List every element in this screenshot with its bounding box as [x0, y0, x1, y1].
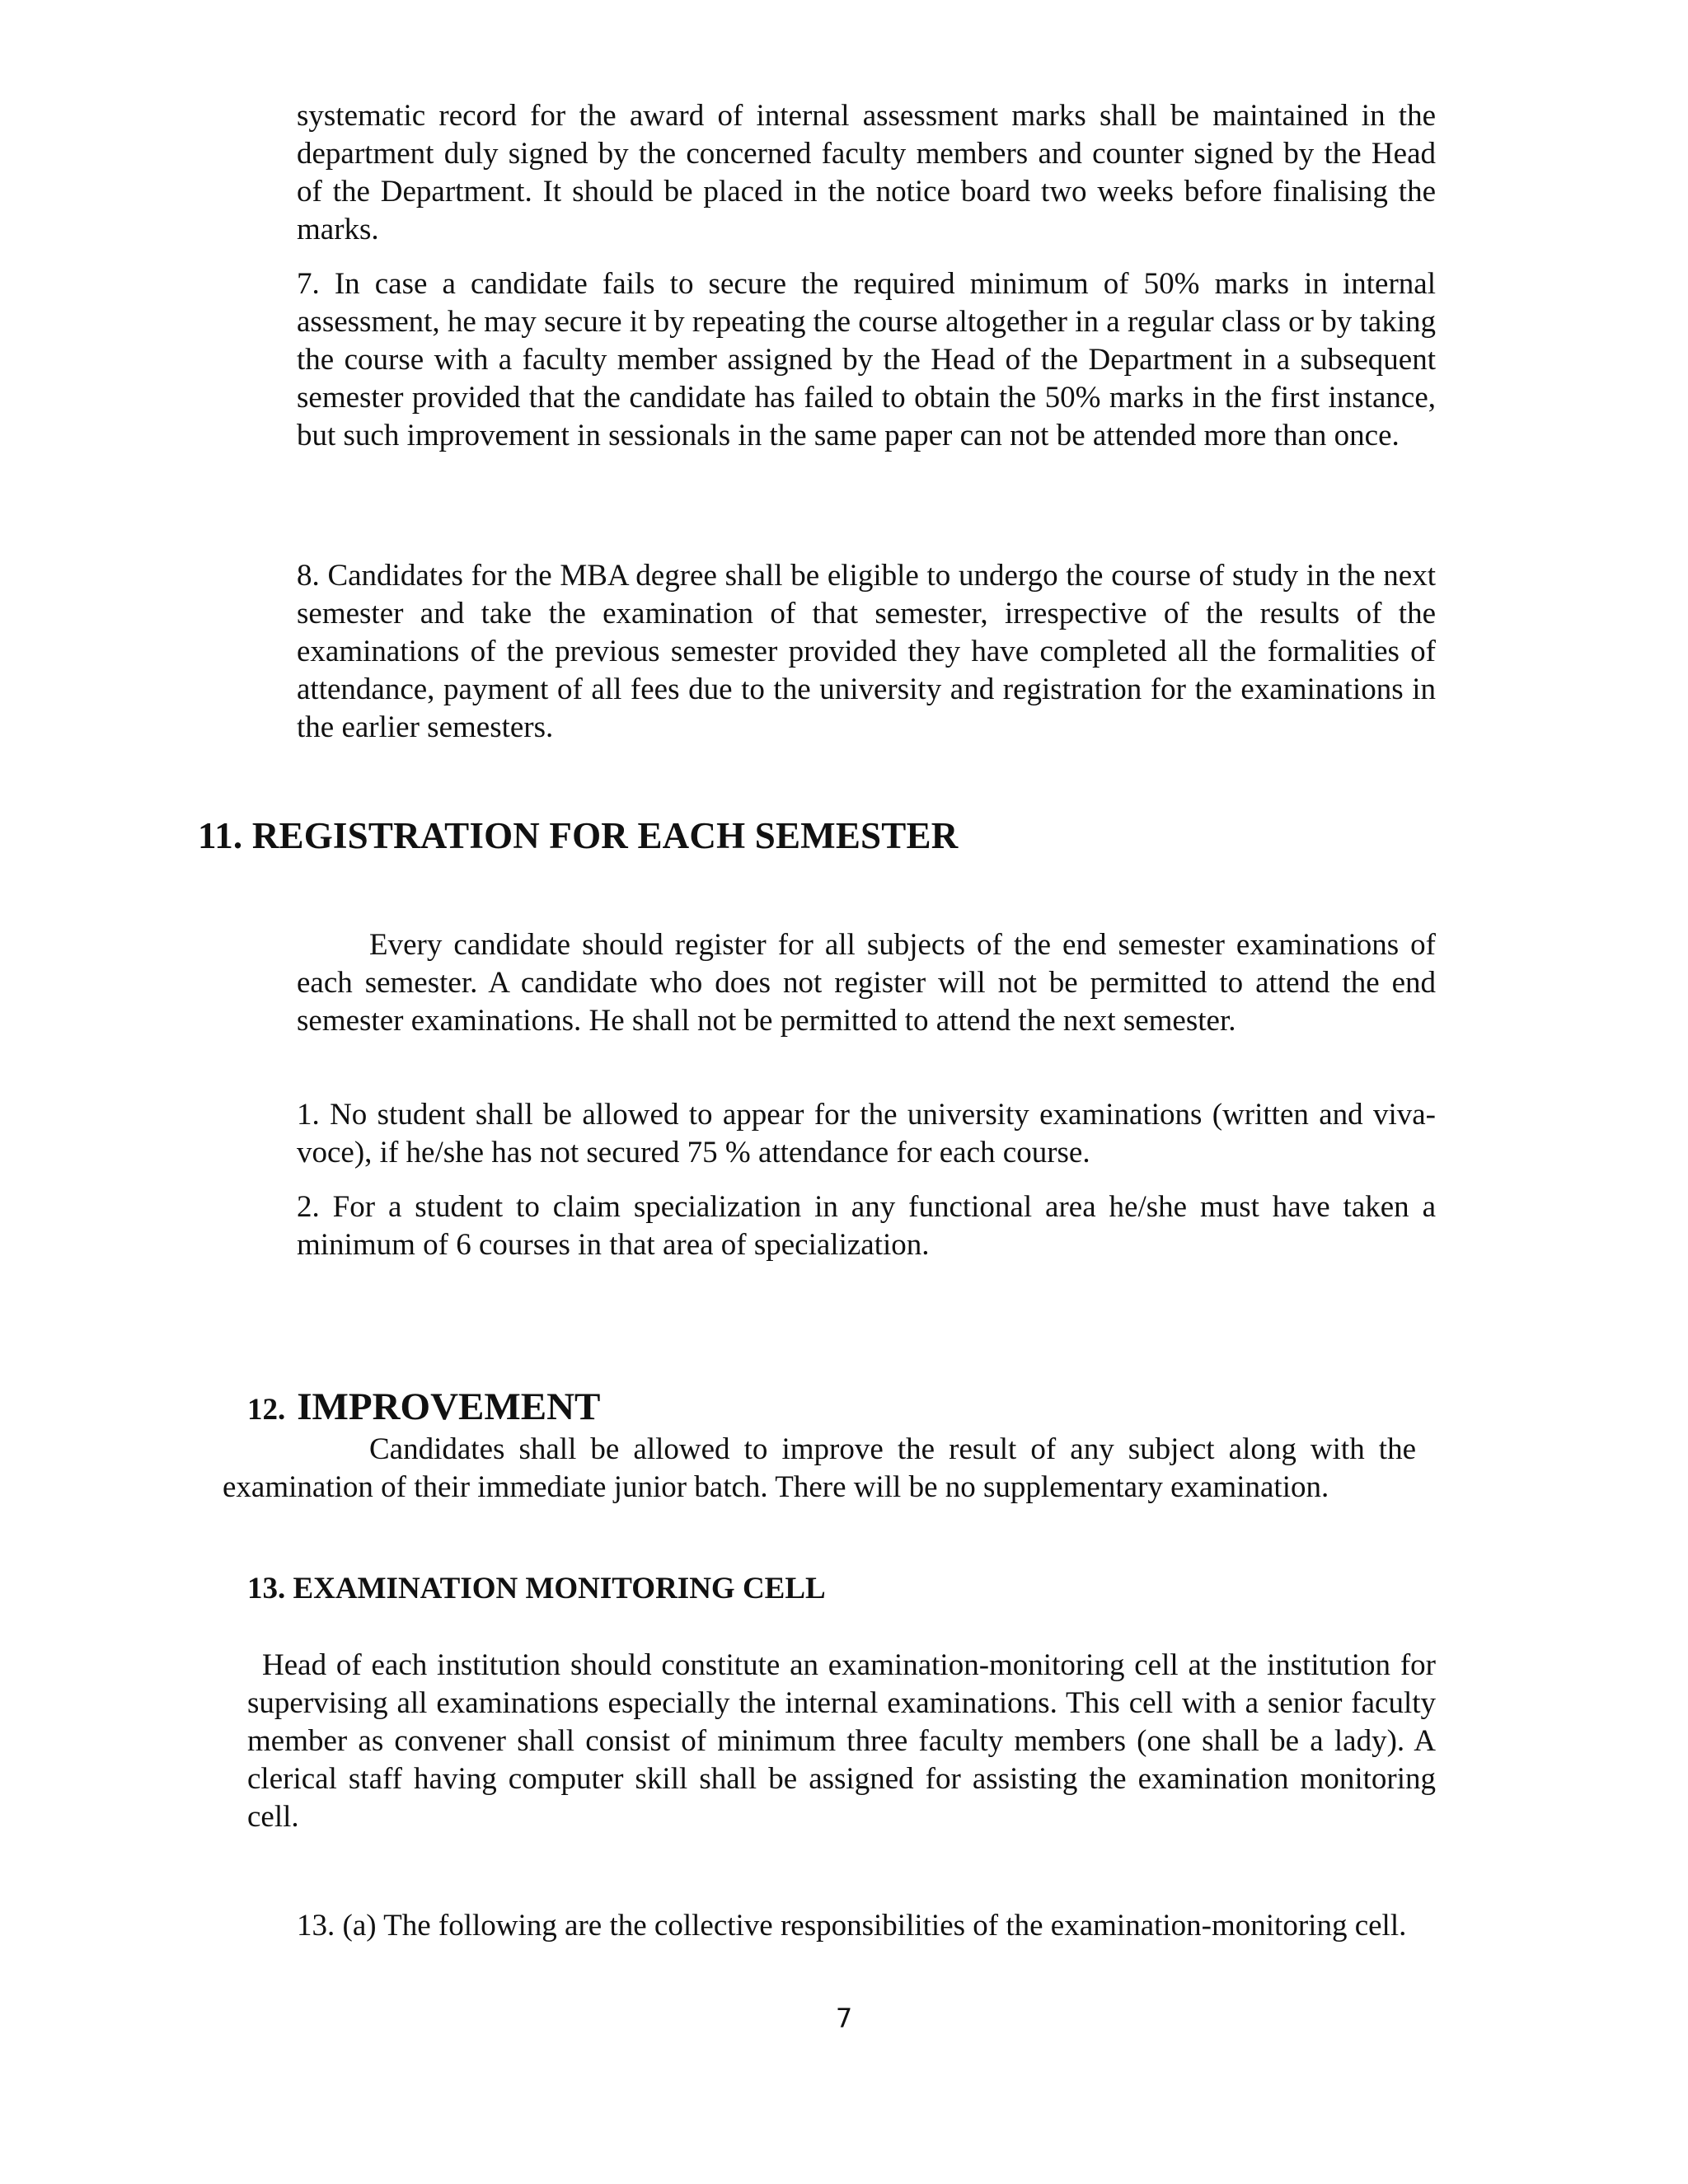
section-number: 12. — [247, 1393, 286, 1427]
section-heading-improvement — [247, 1385, 600, 1429]
paragraph-registration-item-2: 2. For a student to claim specialization in any functional area he/she must have taken a minimum of 6 courses in that area of specialization. — [297, 1190, 1436, 1262]
paragraph-registration-item-1: 1. No student shall be allowed to appear for the university examinations (written and viva-voce), if he/she has not secured 75 % attendance for each course. — [297, 1098, 1436, 1169]
section-heading-registration: 11. REGISTRATION FOR EACH SEMESTER — [198, 815, 959, 856]
paragraph-monitoring-cell-13a: 13. (a) The following are the collective responsibilities of the examination-monitoring cell. — [297, 1909, 1407, 1943]
paragraph-internal-assessment-record: systematic record for the award of internal assessment marks shall be maintained in the department duly signed by the concerned faculty members and counter signed by the Head of the Department. It should be placed in the notice board two weeks before finalising the marks. — [297, 99, 1436, 246]
paragraph-registration-intro: Every candidate should register for all subjects of the end semester examinations of each semester. A candidate who does not register will not be permitted to attend the end semester examinations. He shall not be permitted to attend the next semester. — [297, 928, 1436, 1038]
paragraph-improvement-body: Candidates shall be allowed to improve the result of any subject along with the examination of their immediate junior batch. There will be no supplementary examination. — [223, 1432, 1416, 1504]
paragraph-rule-7: 7. In case a candidate fails to secure the required minimum of 50% marks in internal assessment, he may secure it by repeating the course altogether in a regular class or by taking the course with a faculty member assigned by the Head of the Department in a subsequent semester provided that the candidate has failed to obtain the 50% marks in the first instance, but such improvement in sessionals in the same paper can not be attended more than once. — [297, 267, 1436, 452]
paragraph-monitoring-cell-body: Head of each institution should constitute an examination-monitoring cell at the institution for supervising all examinations especially the internal examinations. This cell with a senior faculty member as convener shall consist of minimum three faculty members (one shall be a lady). A clerical staff having computer skill shall be assigned for assisting the examination monitoring cell. — [247, 1648, 1436, 1834]
section-heading-monitoring-cell: 13. EXAMINATION MONITORING CELL — [247, 1572, 826, 1605]
section-title: IMPROVEMENT — [297, 1385, 601, 1428]
page-number: 7 — [835, 2003, 853, 2034]
paragraph-rule-8: 8. Candidates for the MBA degree shall be eligible to undergo the course of study in the next semester and take the examination of that semester, irrespective of the results of the examinations of the previous semester provided they have completed all the formalities of attendance, payment of all fees due to the university and registration for the examinations in the earlier semesters. — [297, 559, 1436, 744]
